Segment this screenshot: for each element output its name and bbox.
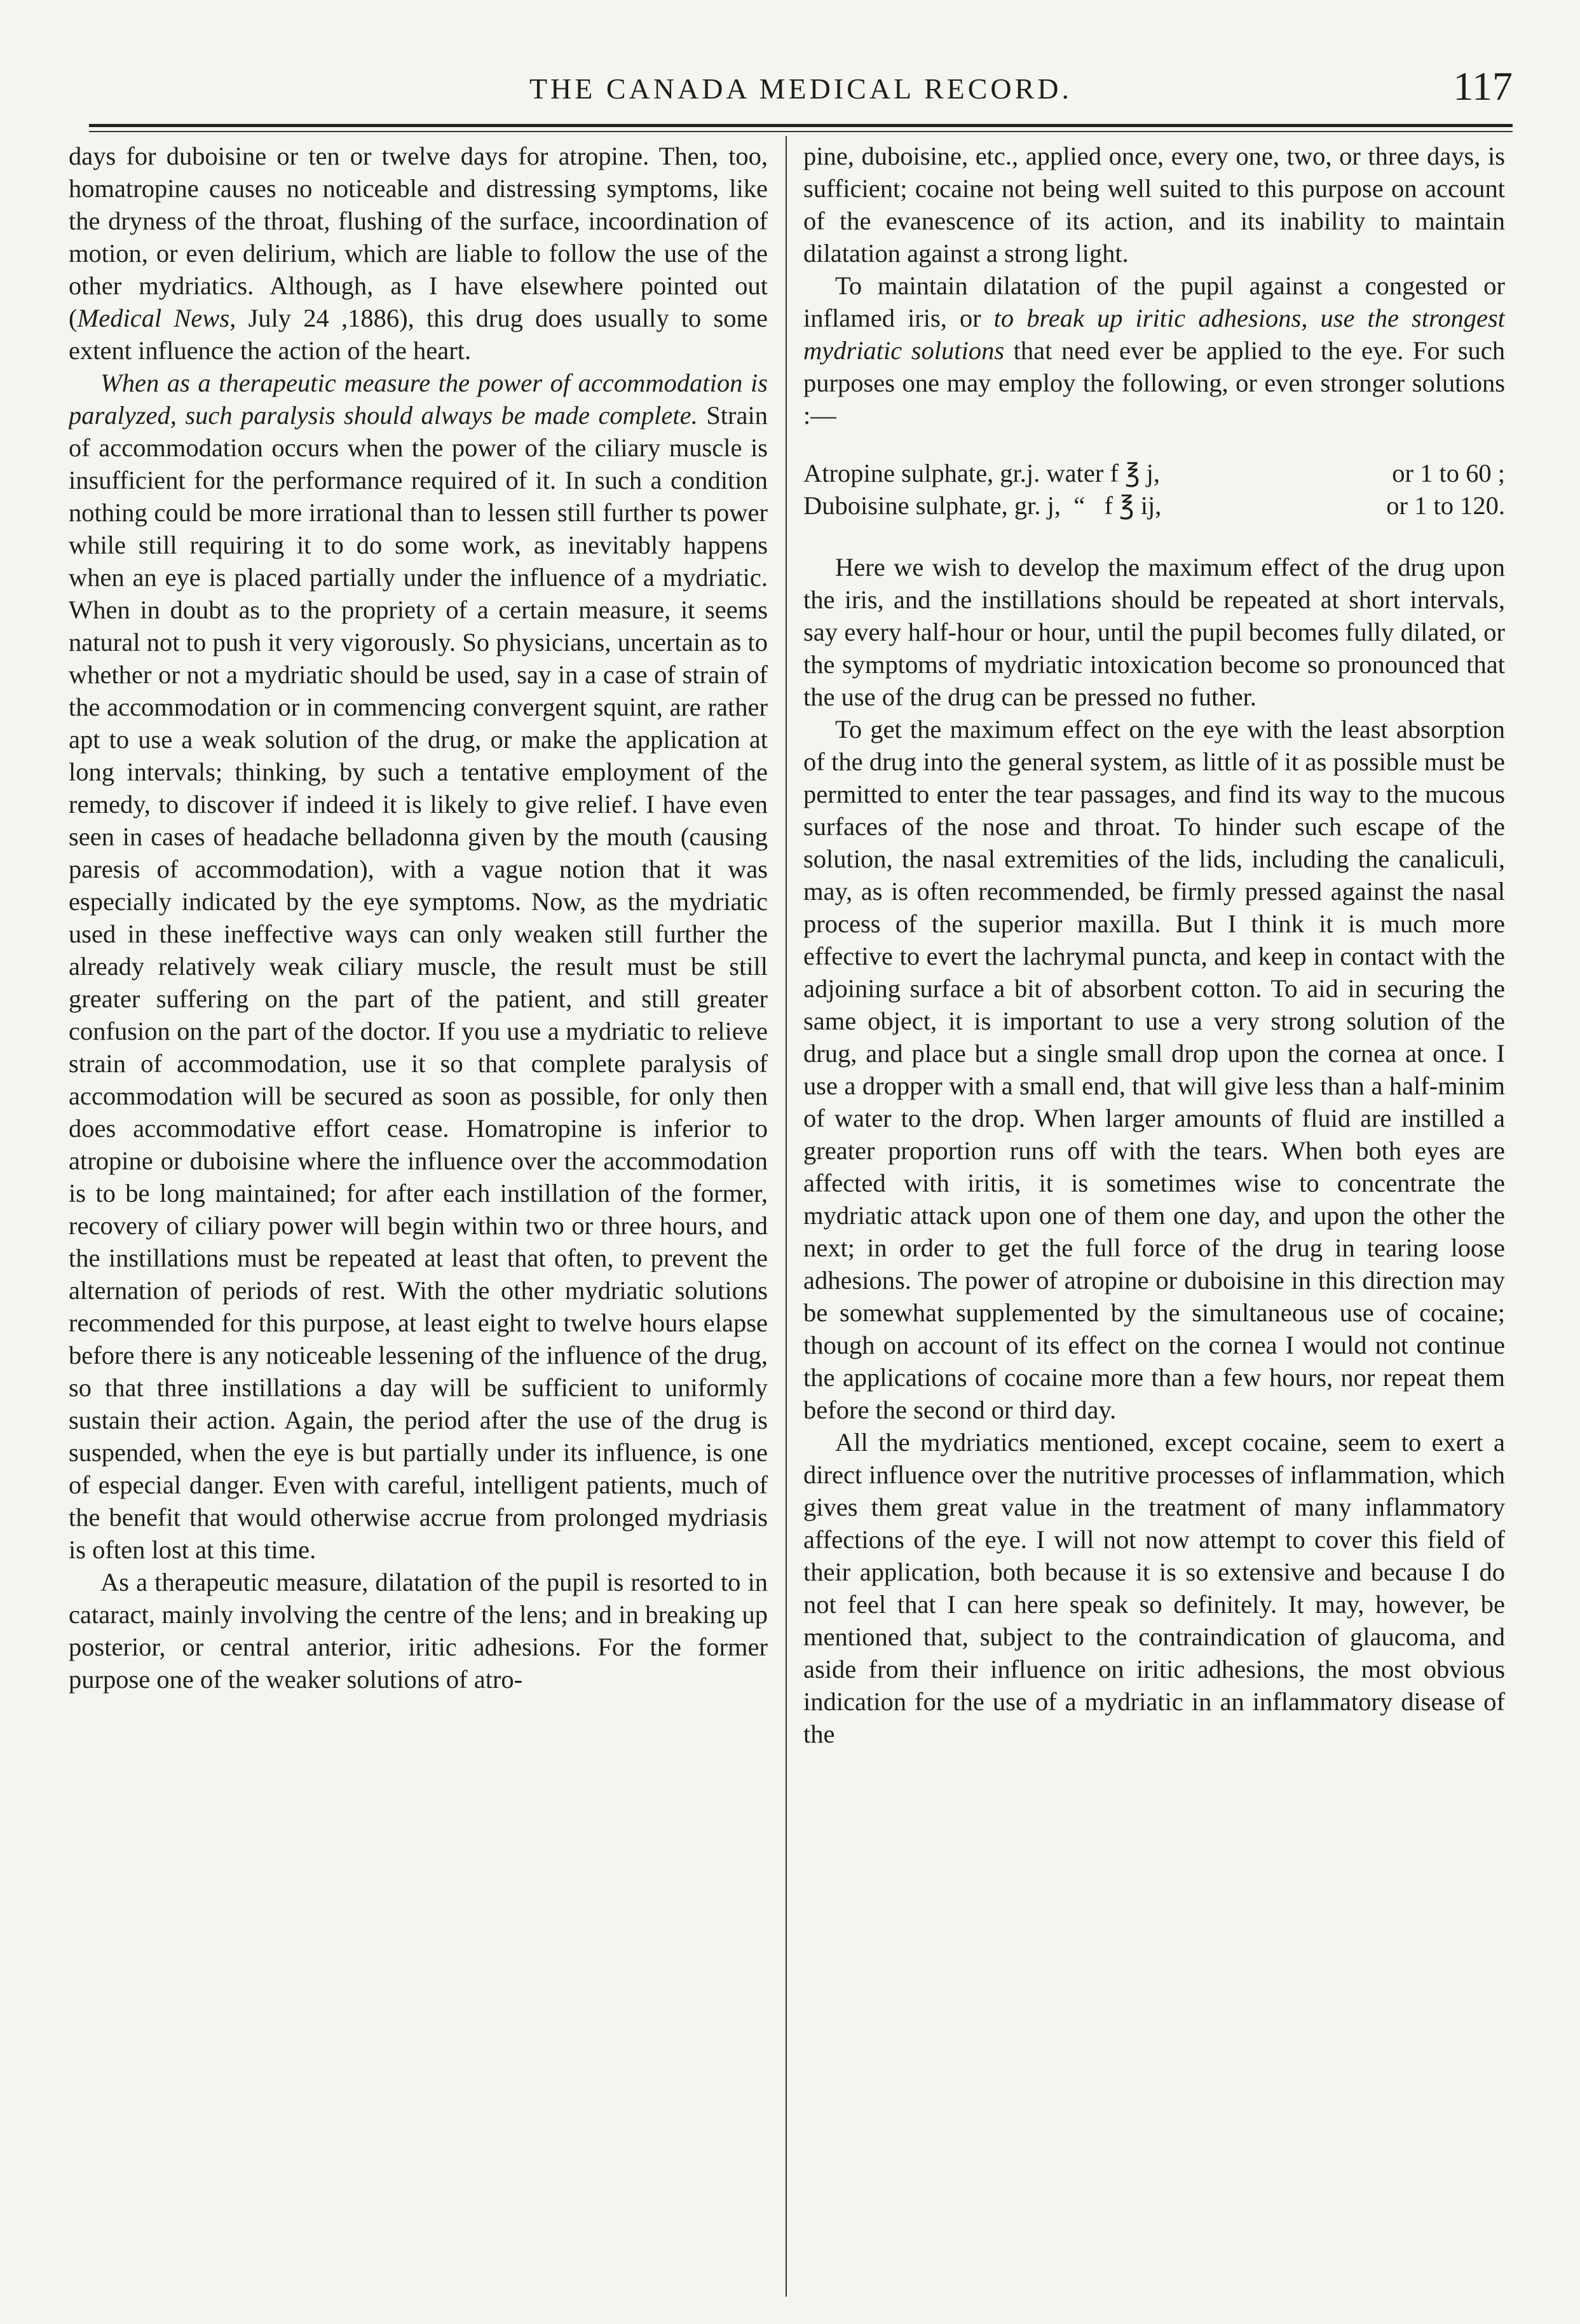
formula-right: or 1 to 60 ; [1392, 459, 1505, 487]
paragraph-text: To maintain dilatation of the pupil against a congested or inflamed iris, or [803, 271, 1505, 332]
paragraph: Here we wish to develop the maximum effect of the drug upon the iris, and the instillations should be repeated at short intervals, say every half-hour or hour, until the pupil becomes fully dilated, or the symptoms of mydriatic intoxication become so pronounced that the use of the drug can be pressed no futher. [803, 553, 1505, 711]
formula-right: or 1 to 120. [1386, 491, 1505, 520]
italic-thesis: When as a therapeutic measure the power of accommodation is paralyzed, such paralysis should always be made complete. [69, 369, 768, 430]
paragraph: As a therapeutic measure, dilatation of the pupil is resorted to in cataract, mainly involving the centre of the lens; and in breaking up posterior, or central anterior, iritic adhesions. For the former purpose one of the weaker solutions of atro- [69, 1568, 768, 1694]
italic-thesis: to break up iritic adhesions, use the strongest mydriatic solutions [803, 304, 1505, 365]
paragraph-text: Strain of accommodation occurs when the power of the ciliary muscle is insufficient for the performance required of it. In such a condition nothing could be more irrational than to lessen still further ts power while still requiring it to do some work, as inevitably happens when an eye is placed partially under the influence of a mydriatic. When in doubt as to the propriety of a certain measure, it seems natural not to push it very vigorously. So physicians, uncertain as to whether or not a mydriatic should be used, say in a case of strain of the accommodation or in commencing convergent squint, are rather apt to use a weak solution of the drug, or make the application at long intervals; thinking, by such a tentative employment of the remedy, to discover if indeed it is likely to give relief. I have even seen in cases of headache belladonna given by the mouth (causing paresis of accommodation), with a vague notion that it was especially indicated by the eye symptoms. Now, as the mydriatic used in these ineffective ways can only weaken still further the already relatively weak ciliary muscle, the result must be still greater suffering on the part of the patient, and still greater confusion on the part of the doctor. If you use a mydriatic to relieve strain of accommodation, use it so that complete paralysis of accommodation will be secured as soon as possible, for only then does accommodative effort cease. Homatropine is inferior to atropine or duboisine where the influence over the accommodation is to be long maintained; for after each instillation of the former, recovery of ciliary power will begin within two or three hours, and the instillations must be repeated at least that often, to prevent the alternation of periods of rest. With the other mydriatic solutions recommended for this purpose, at least eight to twelve hours elapse before there is any noticeable lessening of the influence of the drug, so that three instillations a day will be sufficient to uniformly sustain their action. Again, the period after the use of the drug is suspended, when the eye is but partially under its influence, is one of especial danger. Even with careful, intelligent patients, much of the benefit that would otherwise accrue from prolonged mydriasis is often lost at this time. [69, 401, 768, 1564]
paragraph [69, 140, 768, 367]
paragraph: All the mydriatics mentioned, except cocaine, seem to exert a direct influence over the nutritive processes of inflammation, which gives them great value in the treatment of many inflammatory affections of the eye. I will not now attempt to cover this field of their application, both because it is so extensive and because I do not feel that I can here speak so definitely. It may, however, be mentioned that, subject to the contraindication of glaucoma, and aside from their influence on iritic adhesions, the most obvious indication for the use of a mydriatic in an inflammatory disease of the [803, 1428, 1505, 1748]
header-rule-thick [89, 124, 1513, 127]
formula-row [803, 457, 1505, 489]
running-title: THE CANADA MEDICAL RECORD. [529, 72, 1073, 105]
paragraph: To get the maximum effect on the eye with the least absorption of the drug into the general system, as little of it as possible must be permitted to enter the tear passages, and find its way to the mucous surfaces of the nose and throat. To hinder such escape of the solution, the nasal extremities of the lids, including the canaliculi, may, as is often recommended, be firmly pressed against the nasal process of the superior maxilla. But I think it is much more effective to evert the lachrymal puncta, and keep in contact with the adjoining surface a bit of absorbent cotton. To aid in securing the same object, it is important to use a very strong solution of the drug, and place but a single small drop upon the cornea at once. I use a dropper with a small end, that will give less than a half-minim of water to the drop. When larger amounts of fluid are instilled a greater proportion runs off with the tears. When both eyes are affected with iritis, it is sometimes wise to concentrate the mydriatic attack upon one of them one day, and upon the other the next; in order to get the full force of the drug in tearing loose adhesions. The power of atropine or duboisine in this direction may be somewhat supplemented by the simultaneous use of cocaine; though on account of its effect on the cornea I would not continue the applications of cocaine more than a few hours, nor repeat them before the second or third day. [803, 715, 1505, 1424]
page-header [89, 66, 1513, 117]
header-rule-thin [89, 131, 1513, 132]
paragraph-text: days for duboisine or ten or twelve days for atropine. Then, too, homatropine causes no noticeable and distressing symptoms, like the dryness of the throat, flushing of the surface, incoordination of motion, or even delirium, which are liable to follow the use of the other mydriatics. Although, as I have elsewhere pointed out ( [69, 142, 768, 332]
paragraph [803, 269, 1505, 432]
column-divider [786, 136, 787, 2297]
left-column [69, 140, 768, 2307]
paragraph [69, 367, 768, 1566]
paragraph: pine, duboisine, etc., applied once, every one, two, or three days, is sufficient; cocaine not being well suited to this purpose on account of the evanescence of its action, and its inability to maintain dilatation against a strong light. [803, 142, 1505, 268]
journal-citation: Medical News, [77, 304, 236, 332]
formula-row [803, 489, 1505, 522]
page-number: 117 [1453, 64, 1513, 109]
formula-left: Duboisine sulphate, gr. j, “ f ℥ ij, [803, 491, 1162, 520]
right-column [803, 140, 1505, 2307]
formula-left: Atropine sulphate, gr.j. water f ℥ j, [803, 459, 1161, 487]
paragraph-text: that need ever be applied to the eye. For such purposes one may employ the following, or even stronger solutions :— [803, 336, 1505, 430]
solution-formulas [803, 457, 1505, 522]
paragraph-text: July 24 ,1886), this drug does usually to some extent influence the action of the heart. [69, 304, 768, 365]
